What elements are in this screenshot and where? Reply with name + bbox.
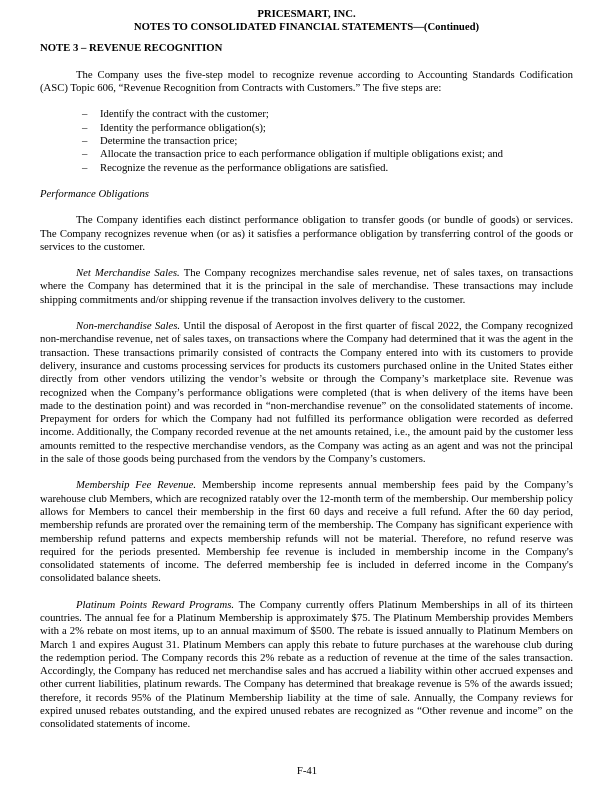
step-text: Identity the performance obligation(s); <box>100 121 266 134</box>
paragraph-lead: Net Merchandise Sales. <box>76 267 184 280</box>
paragraph-net-merchandise-sales <box>40 267 573 307</box>
dash-bullet-icon: – <box>82 135 88 148</box>
paragraph-body: Until the disposal of Aeropost in the first quarter of fiscal 2022, the Company recognized non-merchandise revenue, net of sales taxes, on transactions where the Company had determined that it was the agent in the transaction. These transactions primarily consisted of contracts the Company entered into with its customers to provide delivery, insurance and customs processing services for products its customers purchased online in the United States either directly from other vendors utilizing the vendor’s website or through the Company’s marketplace site. Revenue was recognized when the Company’s performance obligations were completed (that is when delivery of the items have been made to the destination point) and was recorded in “non-merchandise revenue” on the consolidated statements of income. Prepayment for orders for which the Company had not fulfilled its performance obligation were recorded as deferred income. Additionally, the Company recorded revenue at the net amounts retained, i.e., the amount paid by the customer less amounts remitted to the respective merchandise vendors, as the Company was acting as an agent and was not the principal in the sale of those goods being purchased from the vendors by the Company’s customers. <box>40 320 573 466</box>
step-text: Allocate the transaction price to each performance obligation if multiple obligations exist; and <box>100 148 504 161</box>
list-item <box>82 162 573 175</box>
dash-bullet-icon: – <box>82 121 88 134</box>
paragraph-body: The Company currently offers Platinum Memberships in all of its thirteen countries. The annual fee for a Platinum Membership is approximately $75. The Platinum Membership provides Members with a 2% rebate on most items, up to an annual maximum of $500. The rebate is issued annually to Platinum Members on March 1 and expires August 31. Platinum Members can apply this rebate to future purchases at the warehouse club during the redemption period. The Company records this 2% rebate as a reduction of revenue at the time of the sales transaction. Accordingly, the Company has reduced net merchandise sales and has accrued a liability within other accrued expenses and other current liabilities, platinum rewards. The Company has determined that breakage revenue is 5% of the awards issued; therefore, it records 95% of the Platinum Membership liability at the time of sale. Annually, the Company reviews for expired unused rebates outstanding, and the expired unused rebates are recognized as “Other revenue and income” on the consolidated statements of income. <box>40 598 573 731</box>
step-text: Recognize the revenue as the performance obligations are satisfied. <box>100 161 389 174</box>
section-heading-performance-obligations: Performance Obligations <box>40 187 149 200</box>
list-item <box>82 135 573 148</box>
paragraph-performance-obligations: The Company identifies each distinct performance obligation to transfer goods (or bundle of goods) or services. The Company recognizes revenue when (or as) it satisfies a performance obligation by transferring control of the goods or services to the customer. <box>40 214 573 253</box>
dash-bullet-icon: – <box>82 108 88 121</box>
intro-paragraph: The Company uses the five-step model to recognize revenue according to Accounting Standards Codification (ASC) Topic 606, “Revenue Recognition from Contracts with Customers.” The five steps are: <box>40 68 573 95</box>
note-heading: NOTE 3 – REVENUE RECOGNITION <box>40 41 223 54</box>
company-name: PRICESMART, INC. <box>257 8 356 20</box>
five-steps-list <box>82 108 573 174</box>
paragraph-non-merchandise-sales <box>40 320 573 466</box>
list-item <box>82 148 573 161</box>
page-number: F-41 <box>296 764 318 777</box>
paragraph-lead: Membership Fee Revenue. <box>76 479 202 492</box>
paragraph-membership-fee-revenue <box>40 479 573 585</box>
document-title: NOTES TO CONSOLIDATED FINANCIAL STATEMENTS—(Continued) <box>133 21 480 34</box>
paragraph-lead: Non-merchandise Sales. <box>76 320 184 333</box>
list-item <box>82 122 573 135</box>
dash-bullet-icon: – <box>82 148 88 161</box>
document-header <box>40 8 573 35</box>
dash-bullet-icon: – <box>82 161 88 174</box>
step-text: Determine the transaction price; <box>100 135 238 148</box>
paragraph-platinum-points <box>40 599 573 732</box>
paragraph-body: Membership income represents annual membership fees paid by the Company’s warehouse club Members, which are recognized ratably over the 12-month term of the membership. Our membership policy allows for Members to cancel their membership in the first 60 days and receive a full refund. After the 60 day period, membership refunds are prorated over the remaining term of the membership. The Company has significant experience with membership refund patterns and expects membership refunds will not be material. Therefore, no refund reserve was required for the periods presented. Membership fee revenue is included in membership income in the Company's consolidated statements of income. The deferred membership fee is included in deferred income in the Company's consolidated balance sheets. <box>40 479 573 585</box>
paragraph-lead: Platinum Points Reward Programs. <box>76 598 239 611</box>
paragraph-body: The Company recognizes merchandise sales revenue, net of sales taxes, on transactions where the Company has determined that it is the principal in the sale of merchandise. These transactions may include shipping commitments and/or shipping revenue if the transaction involves delivery to the customer. <box>40 267 573 306</box>
list-item <box>82 108 573 121</box>
step-text: Identify the contract with the customer; <box>100 108 269 121</box>
